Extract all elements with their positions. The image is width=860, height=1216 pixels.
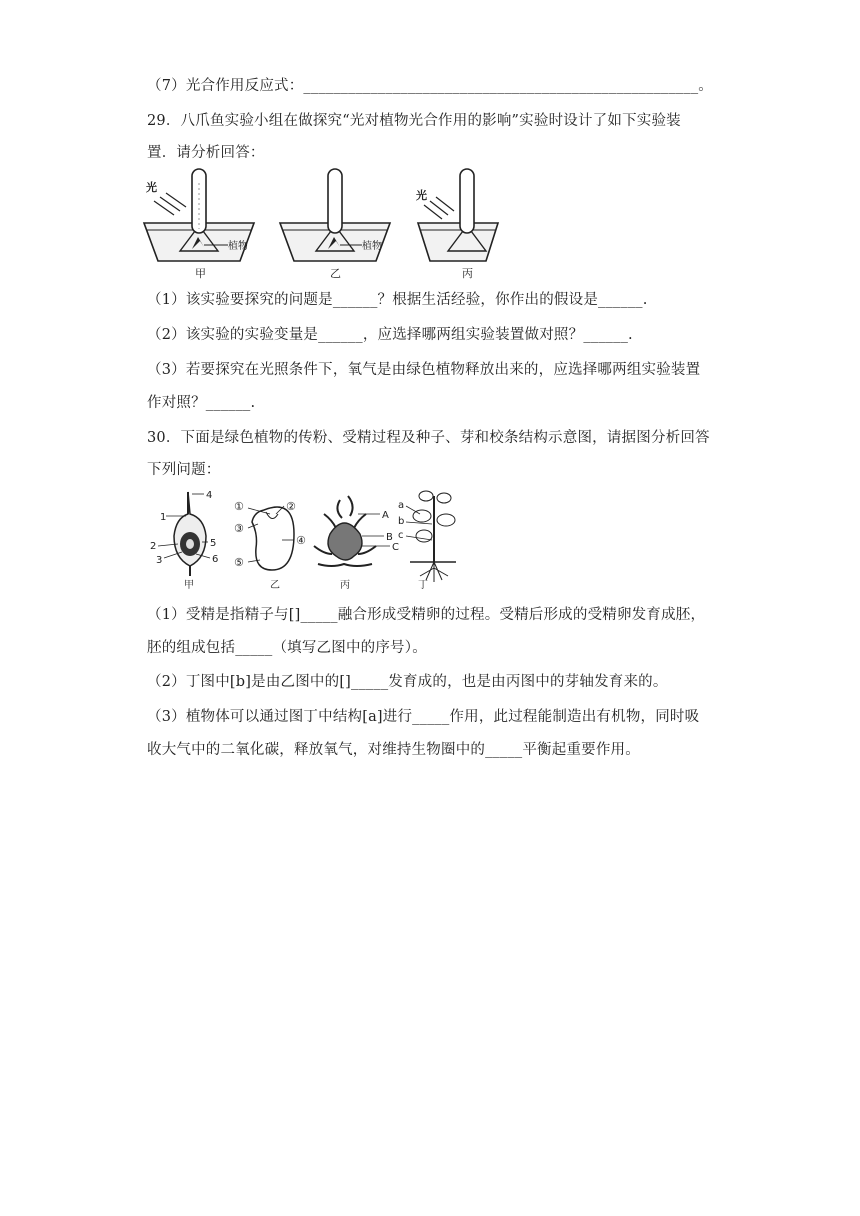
test-tube-bing: [460, 169, 474, 233]
caption-jia: 甲: [195, 267, 206, 280]
yi-label-1: ①: [234, 500, 244, 513]
figure-bing-bud: [314, 496, 399, 591]
jia-label-3: 3: [156, 555, 163, 566]
q29-sub2: （2）该实验的实验变量是______，应选择哪两组实验装置做对照？______.: [147, 327, 633, 343]
q28-line7: （7）光合作用反应式：_____________________________________________________。: [147, 78, 713, 94]
q29-sub3-line2: 作对照？______.: [147, 395, 256, 411]
q30-sub1-line1: （1）受精是指精子与[]_____融合形成受精卵的过程。受精后形成的受精卵发育成胚，: [147, 607, 706, 623]
q30-sub3-line1: （3）植物体可以通过图丁中结构[a]进行_____作用，此过程能制造出有机物，同时吸: [147, 709, 700, 725]
bing-label-B: B: [386, 532, 393, 543]
q29-stem-line2: 置．请分析回答：: [147, 145, 265, 161]
plant-label-jia: 植物: [228, 241, 248, 252]
q30-stem-line2: 下列问题：: [147, 462, 221, 478]
light-label-bing: 光: [416, 189, 427, 202]
figure-ding-plant: [398, 491, 456, 591]
ding-label-a: a: [398, 500, 405, 511]
q29-stem-line1: 29．八爪鱼实验小组在做探究“光对植物光合作用的影响”实验时设计了如下实验装: [147, 113, 681, 129]
caption-jia: 甲: [184, 580, 194, 591]
figure-yi-seed: [234, 500, 306, 591]
q30-sub1-line2: 胚的组成包括_____（填写乙图中的序号）。: [147, 640, 427, 656]
yi-label-5: ⑤: [234, 556, 244, 569]
bing-label-C: C: [392, 542, 399, 553]
caption-bing: 丙: [340, 580, 350, 591]
light-arrows-icon: [154, 193, 186, 215]
beaker-bing: [418, 223, 498, 261]
figure-jia-ovary: [150, 490, 218, 591]
q30-stem-line1: 30．下面是绿色植物的传粉、受精过程及种子、芽和校条结构示意图，请据图分析回答: [147, 430, 710, 446]
ding-label-c: c: [398, 530, 404, 541]
apparatus-jia: [144, 169, 254, 280]
caption-yi: 乙: [330, 267, 341, 280]
caption-ding: 丁: [418, 580, 428, 591]
caption-yi: 乙: [270, 580, 280, 591]
yi-label-2: ②: [286, 500, 296, 513]
plant-label-yi: 植物: [362, 241, 382, 252]
q30-sub3-line2: 收大气中的二氧化碳，释放氧气，对维持生物圈中的_____平衡起重要作用。: [147, 742, 640, 758]
q29-sub3-line1: （3）若要探究在光照条件下，氧气是由绿色植物释放出来的，应选择哪两组实验装置: [147, 362, 701, 378]
q29-sub1: （1）该实验要探究的问题是______？根据生活经验，你作出的假设是______.: [147, 292, 648, 308]
light-arrows-icon: [424, 197, 454, 219]
jia-label-2: 2: [150, 541, 157, 552]
caption-bing: 丙: [462, 267, 473, 280]
bing-label-A: A: [382, 510, 389, 521]
jia-label-1: 1: [160, 512, 167, 523]
jia-label-5: 5: [210, 538, 217, 549]
light-label-jia: 光: [146, 181, 157, 194]
jia-label-4: 4: [206, 490, 213, 501]
jia-label-6: 6: [212, 554, 219, 565]
yi-label-3: ③: [234, 522, 244, 535]
q30-sub2: （2）丁图中[b]是由乙图中的[]_____发育成的，也是由丙图中的芽轴发育来的。: [147, 674, 668, 690]
apparatus-bing: [416, 169, 498, 280]
ding-label-b: b: [398, 516, 405, 527]
test-tube-yi: [328, 169, 342, 233]
apparatus-yi: [280, 169, 390, 280]
yi-label-4: ④: [296, 534, 306, 547]
q29-apparatus-figure: [140, 165, 500, 283]
q30-plant-structure-figure: [144, 484, 460, 592]
